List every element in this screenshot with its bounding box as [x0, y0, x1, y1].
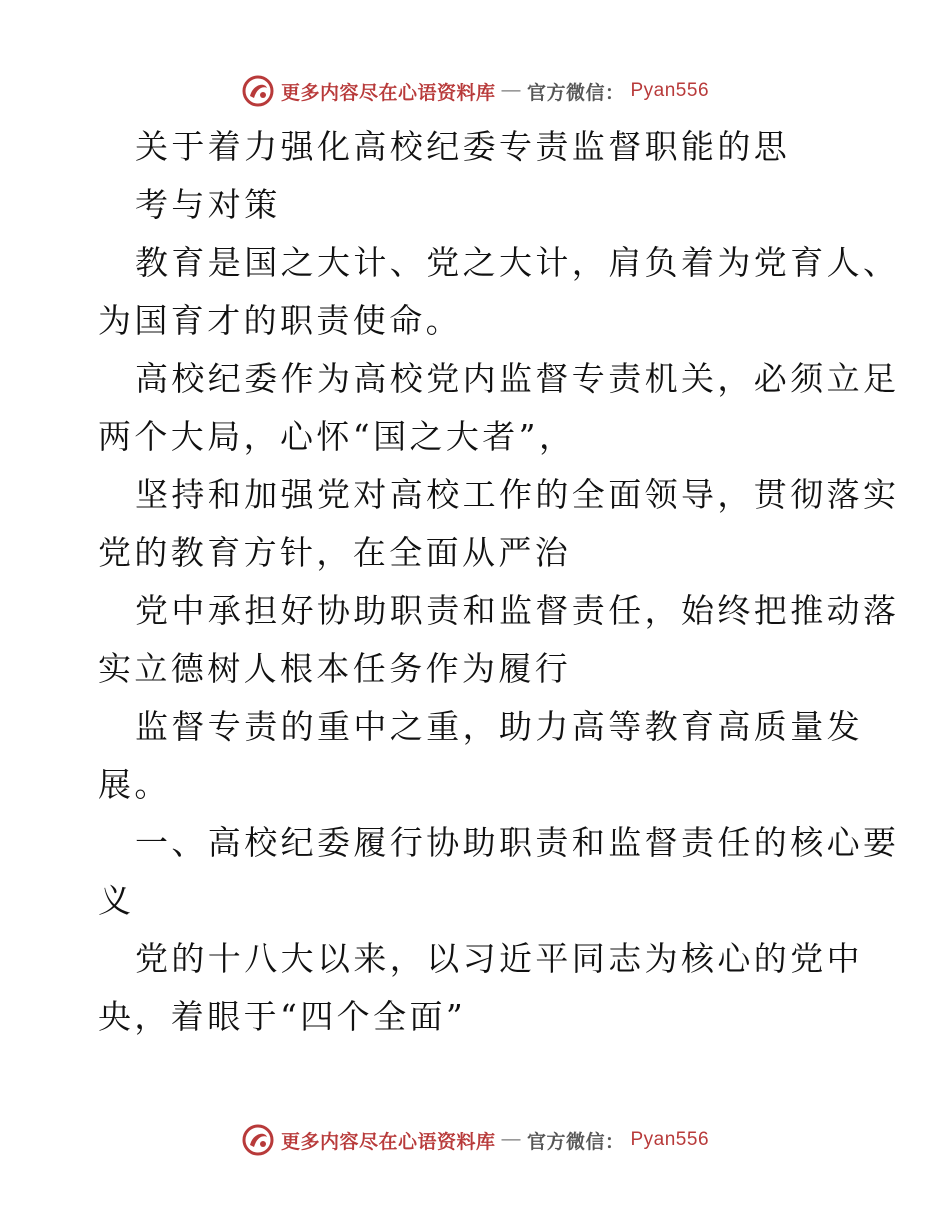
- watermark-separator: —: [501, 1129, 521, 1150]
- paragraph-line: 展。: [98, 765, 171, 804]
- paragraph-line: 高校纪委作为高校党内监督专责机关，必须立足: [135, 359, 900, 398]
- brand-swirl-logo-icon: [241, 74, 275, 108]
- paragraph-line: 央，着眼于“四个全面”: [98, 997, 467, 1036]
- header-watermark: [0, 71, 950, 111]
- paragraph-line: 为国育才的职责使命。: [98, 301, 462, 340]
- footer-watermark: [0, 1120, 950, 1160]
- watermark-brand-text: 更多内容尽在心语资料库: [280, 1130, 496, 1153]
- watermark-wechat-id: Pyan556: [630, 80, 710, 101]
- paragraph-line: 党的十八大以来，以习近平同志为核心的党中: [135, 939, 863, 978]
- section-heading-line: 一、高校纪委履行协助职责和监督责任的核心要: [135, 823, 900, 862]
- paragraph-line: 党的教育方针，在全面从严治: [98, 533, 572, 572]
- paragraph-line: 两个大局，心怀“国之大者”，: [98, 417, 576, 456]
- paragraph-line: 党中承担好协助职责和监督责任，始终把推动落: [135, 591, 900, 630]
- paragraph-line: 监督专责的重中之重，助力高等教育高质量发: [135, 707, 863, 746]
- brand-swirl-logo-icon: [241, 1123, 275, 1157]
- paragraph-line: 教育是国之大计、党之大计，肩负着为党育人、: [135, 243, 900, 282]
- watermark-brand-text: 更多内容尽在心语资料库: [280, 81, 496, 104]
- document-body: [98, 118, 900, 1046]
- document-title-line: 关于着力强化高校纪委专责监督职能的思: [135, 127, 791, 166]
- watermark-label: 官方微信：: [526, 1130, 625, 1153]
- section-heading-line: 义: [98, 881, 135, 920]
- document-title-line: 考与对策: [135, 185, 281, 224]
- paragraph-line: 坚持和加强党对高校工作的全面领导，贯彻落实: [135, 475, 900, 514]
- watermark-wechat-id: Pyan556: [630, 1129, 710, 1150]
- watermark-label: 官方微信：: [526, 81, 625, 104]
- paragraph-line: 实立德树人根本任务作为履行: [98, 649, 572, 688]
- watermark-separator: —: [501, 80, 521, 101]
